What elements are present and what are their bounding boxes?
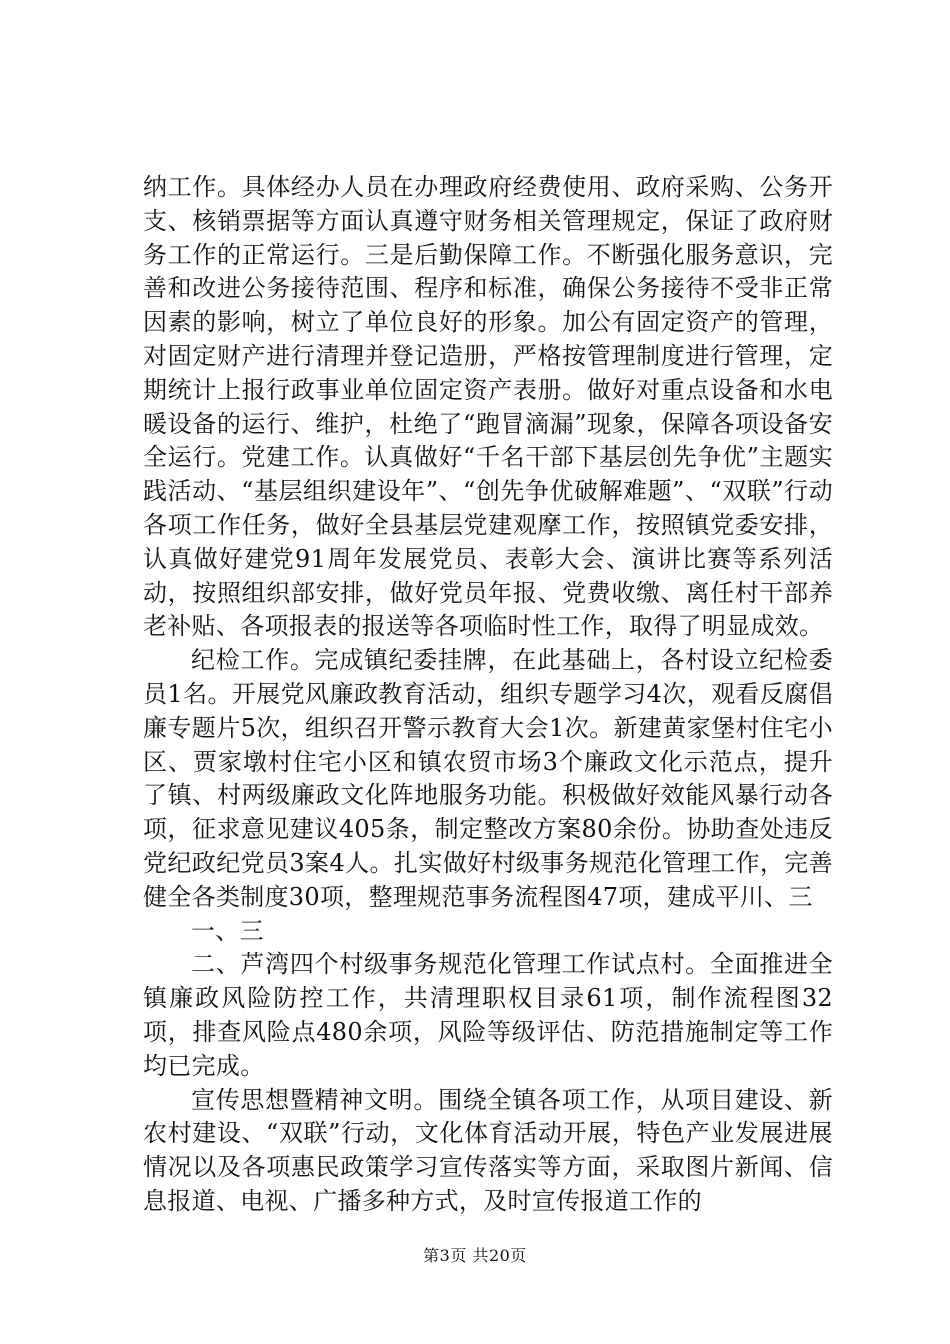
paragraph-luwan-pilot-villages: 二、芦湾四个村级事务规范化管理工作试点村。全面推进全镇廉政风险防控工作，共清理职权目录61项，制作流程图32项，排查风险点480余项，风险等级评估、防范措施制定等工作均已完成。 — [143, 950, 833, 1080]
document-body — [143, 171, 833, 1219]
page-footer: 第3页 共20页 — [423, 1246, 527, 1265]
paragraph-discipline-inspection: 纪检工作。完成镇纪委挂牌，在此基础上，各村设立纪检委员1名。开展党风廉政教育活动，组织专题学习4次，观看反腐倡廉专题片5次，组织召开警示教育大会1次。新建黄家堡村住宅小区、贾家墩村住宅小区和镇农贸市场3个廉政文化示范点，提升了镇、村两级廉政文化阵地服务功能。积极做好效能风暴行动各项，征求意见建议405条，制定整改方案80余份。协助查处违反党纪政纪党员3案4人。扎实做好村级事务规范化管理工作，完善健全各类制度30项，整理规范事务流程图47项，建成平川、三 — [143, 646, 833, 911]
paragraph-fragment-one-three: 一、三 — [191, 916, 264, 945]
paragraph-publicity-civilization: 宣传思想暨精神文明。围绕全镇各项工作，从项目建设、新农村建设、“双联”行动，文化体育活动开展，特色产业发展进展情况以及各项惠民政策学习宣传落实等方面，采取图片新闻、信息报道、电视、广播多种方式，及时宣传报道工作的 — [143, 1085, 833, 1215]
paragraph-finance-logistics-party: 纳工作。具体经办人员在办理政府经费使用、政府采购、公务开支、核销票据等方面认真遵守财务相关管理规定，保证了政府财务工作的正常运行。三是后勤保障工作。不断强化服务意识，完善和改进公务接待范围、程序和标准，确保公务接待不受非正常因素的影响，树立了单位良好的形象。加公有固定资产的管理，对固定财产进行清理并登记造册，严格按管理制度进行管理，定期统计上报行政事业单位固定资产表册。做好对重点设备和水电暖设备的运行、维护，杜绝了“跑冒滴漏”现象，保障各项设备安全运行。党建工作。认真做好“千名干部下基层创先争优”主题实践活动、“基层组织建设年”、“创先争优破解难题”、“双联”行动各项工作任务，做好全县基层党建观摩工作，按照镇党委安排，认真做好建党91周年发展党员、表彰大会、演讲比赛等系列活动，按照组织部安排，做好党员年报、党费收缴、离任村干部养老补贴、各项报表的报送等各项临时性工作，取得了明显成效。 — [143, 173, 833, 641]
